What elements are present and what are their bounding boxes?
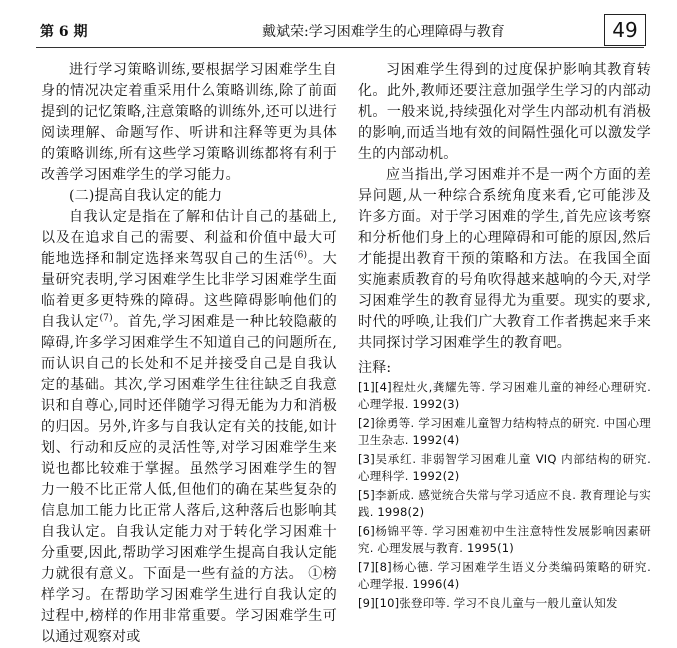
left-paragraph-2 bbox=[41, 207, 337, 648]
page-header bbox=[0, 0, 677, 52]
note-item: [9][10]张登印等. 学习不良儿童与一般儿童认知发 bbox=[358, 596, 618, 610]
para2-part-a: 自我认定是指在了解和估计自己的基础上,以及在追求自己的需要、利益和价值中最大可能地选择和制定选择来驾驭自己的生活 bbox=[41, 209, 337, 267]
para2-part-b: 。大量研究表明,学习困难学生比非学习困难学生面临着更多更特殊的障碍。这些障碍影响他们的自我认定 bbox=[41, 251, 338, 330]
right-column bbox=[358, 60, 651, 632]
note-item: [7][8]杨心德. 学习困难学生语义分类编码策略的研究. 心理学报. 1996(4) bbox=[358, 560, 651, 591]
right-paragraph-1: 习困难学生得到的过度保护影响其教育转化。此外,教师还要注意加强学生学习的内部动机。一般来说,持续强化对学生内部动机有消极的影响,而适当地有效的间隔性强化可以激发学生的内部动机。 bbox=[358, 62, 651, 162]
reference-17: (7) bbox=[99, 313, 113, 324]
notes-title: 注释: bbox=[358, 360, 392, 376]
issue-number: 第 6 期 bbox=[40, 24, 88, 40]
reference-16: (6) bbox=[293, 250, 308, 261]
right-paragraph-2: 应当指出,学习困难并不是一两个方面的差异问题,从一种综合系统角度来看,它可能涉及许多方面。对于学习困难的学生,首先应该考察和分析他们身上的心理障碍和可能的原因,然后才能提出教育干预的策略和方法。在我国全面实施素质教育的号角吹得越来越响的今天,对学习困难学生的教育显得尤为重要。现实的要求,时代的呼唤,让我们广大教育工作者携起来手来共同探讨学习困难学生的教育吧。 bbox=[358, 167, 651, 351]
note-item: [3]吴承红. 非弱智学习困难儿童 VIQ 内部结构的研究. 心理科学. 1992(2) bbox=[358, 452, 651, 483]
running-title: 戴斌荣:学习困难学生的心理障碍与教育 bbox=[262, 24, 505, 40]
note-item: [6]杨锦平等. 学习困难初中生注意特性发展影响因素研究. 心理发展与教育. 1995(1) bbox=[358, 524, 651, 555]
note-item: [5]李新成. 感觉统合失常与学习适应不良. 教育理论与实践. 1998(2) bbox=[358, 488, 651, 519]
section-heading: (二)提高自我认定的能力 bbox=[69, 188, 223, 204]
note-item: [2]徐勇等. 学习困难儿童智力结构特点的研究. 中国心理卫生杂志. 1992(4) bbox=[358, 416, 651, 447]
left-column bbox=[41, 60, 338, 645]
para2-part-c: 。首先,学习困难是一种比较隐蔽的障碍,许多学习困难学生不知道自己的问题所在,而认识自己的长处和不足并接受自己是自我认定的基础。其次,学习困难学生往往缺乏自我意识和自尊心,同时还伴随学习得无能为力和消极的归因。另外,许多与自我认定有关的技能,如计划、行动和反应的灵活性等,对学习困难学生来说也都比较难于掌握。虽然学习困难学生的智力一般不比正常人低,但他们的确在某些复杂的信息加工能力比正常人落后,这种落后也影响其自我认定。自我认定能力对于转化学习困难十分重要,因此,帮助学习困难学生提高自我认定能力就很有意义。下面是一些有益的方法。 ①榜样学习。在帮助学习困难学生进行自我认定的过程中,榜样的作用非常重要。学习困难学生可以通过观察对或 bbox=[41, 314, 337, 645]
header-rule bbox=[36, 47, 644, 48]
left-paragraph-1: 进行学习策略训练,要根据学习困难学生自身的情况决定着重采用什么策略训练,除了前面提到的记忆策略,注意策略的训练外,还可以进行阅读理解、命题写作、听讲和注释等更为具体的策略训练,所有这些学习策略训练都将有利于改善学习困难学生的学习能力。 bbox=[41, 62, 337, 183]
note-item: [1][4]程灶火,龚耀先等. 学习困难儿童的神经心理研究. 心理学报. 1992(3) bbox=[358, 380, 651, 411]
page-number: 49 bbox=[604, 14, 646, 46]
